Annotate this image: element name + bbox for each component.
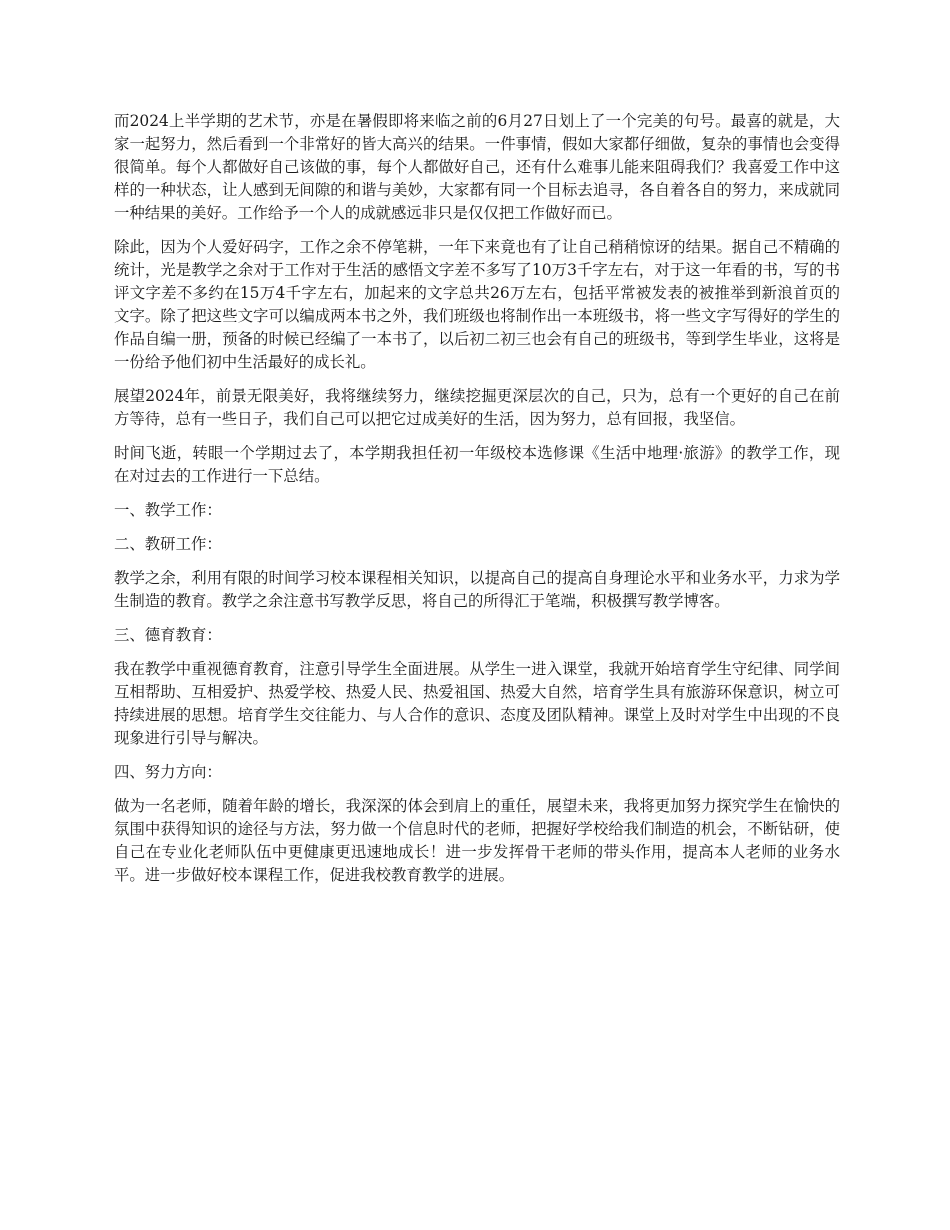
paragraph-semester-summary-intro: 时间飞逝，转眼一个学期过去了，本学期我担任初一年级校本选修课《生活中地理·旅游》的教学工作，现在对过去的工作进行一下总结。 — [114, 444, 840, 485]
section-heading-moral-education: 三、德育教育： — [114, 626, 222, 644]
document-body — [114, 110, 840, 898]
paragraph-research-work: 教学之余，利用有限的时间学习校本课程相关知识，以提高自己的提高自身理论水平和业务水平，力求为学生制造的教育。教学之余注意书写教学反思，将自己的所得汇于笔端，积极撰写教学博客。 — [114, 569, 840, 610]
section-heading-research-work: 二、教研工作： — [114, 535, 222, 553]
paragraph-art-festival: 而2024上半学期的艺术节，亦是在暑假即将来临之前的6月27日划上了一个完美的句号。最喜的就是，大家一起努力，然后看到一个非常好的皆大高兴的结果。一件事情，假如大家都仔细做，复杂的事情也会变得很简单。每个人都做好自己该做的事，每个人都做好自己，还有什么难事儿能来阻碍我们？我喜爱工作中这样的一种状态，让人感到无间隙的和谐与美妙，大家都有同一个目标去追寻，各自着各自的努力，来成就同一种结果的美好。工作给予一个人的成就感远非只是仅仅把工作做好而已。 — [114, 112, 840, 222]
paragraph-writing-hobby: 除此，因为个人爱好码字，工作之余不停笔耕，一年下来竟也有了让自己稍稍惊讶的结果。据自己不精确的统计，光是教学之余对于工作对于生活的感悟文字差不多写了10万3千字左右，对于这一年看的书，写的书评文字差不多约在15万4千字左右，加起来的文字总共26万左右，包括平常被发表的被推举到新浪首页的文字。除了把这些文字可以编成两本书之外，我们班级也将制作出一本班级书，将一些文字写得好的学生的作品自编一册，预备的时候已经编了一本书了，以后初二初三也会有自己的班级书，等到学生毕业，这将是一份给予他们初中生活最好的成长礼。 — [114, 238, 840, 371]
paragraph-moral-education: 我在教学中重视德育教育，注意引导学生全面进展。从学生一进入课堂，我就开始培育学生守纪律、同学间互相帮助、互相爱护、热爱学校、热爱人民、热爱祖国、热爱大自然，培育学生具有旅游环保意识，树立可持续进展的思想。培育学生交往能力、与人合作的意识、态度及团队精神。课堂上及时对学生中出现的不良现象进行引导与解决。 — [114, 660, 840, 747]
paragraph-outlook-2024: 展望2024年，前景无限美好，我将继续努力，继续挖掘更深层次的自己，只为，总有一个更好的自己在前方等待，总有一些日子，我们自己可以把它过成美好的生活，因为努力，总有回报，我坚信。 — [114, 387, 840, 428]
section-heading-teaching-work: 一、教学工作： — [114, 501, 222, 519]
section-heading-future-direction: 四、努力方向： — [114, 763, 222, 781]
paragraph-future-direction: 做为一名老师，随着年龄的增长，我深深的体会到肩上的重任，展望未来，我将更加努力探究学生在愉快的氛围中获得知识的途径与方法，努力做一个信息时代的老师，把握好学校给我们制造的机会，不断钻研，使自己在专业化老师队伍中更健康更迅速地成长！进一步发挥骨干老师的带头作用，提高本人老师的业务水平。进一步做好校本课程工作，促进我校教育教学的进展。 — [114, 797, 840, 884]
